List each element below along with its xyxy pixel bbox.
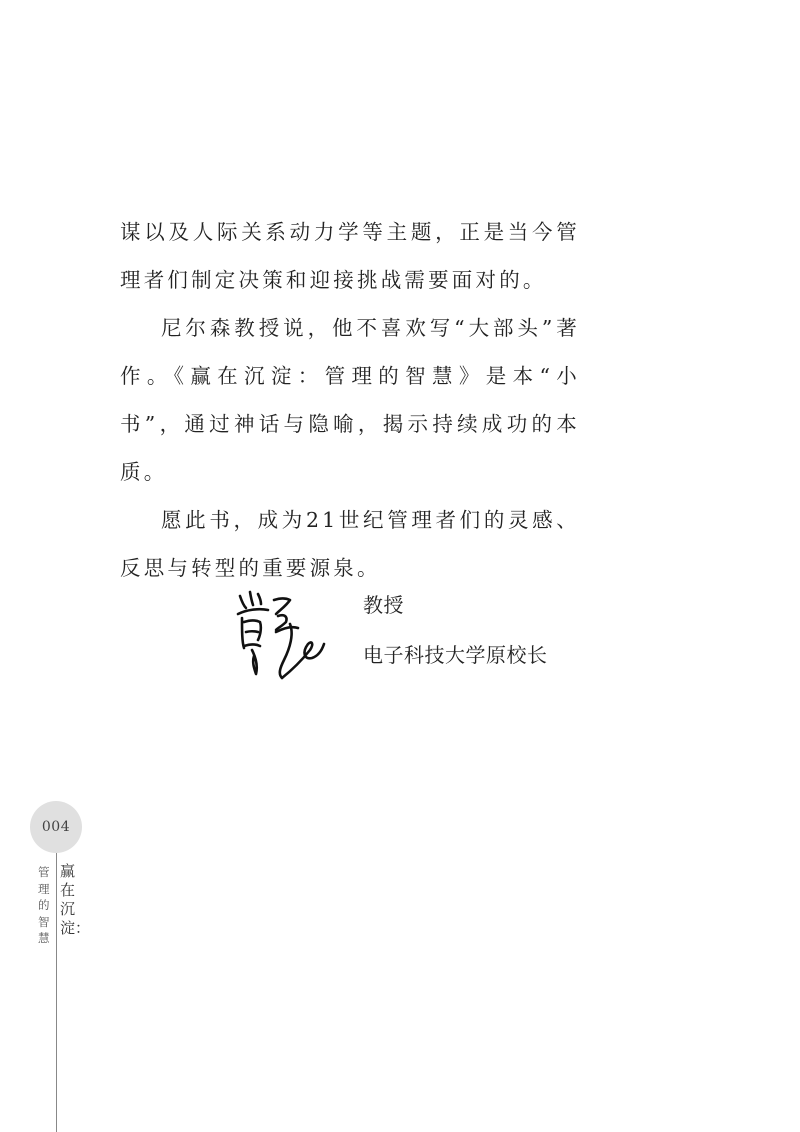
signer-affiliation: 电子科技大学原校长: [363, 643, 548, 667]
page-number: 004: [30, 801, 82, 853]
book-title-main: 赢在沉淀：: [60, 862, 91, 937]
body-text: [120, 208, 580, 592]
book-title-sub: 管理的智慧: [38, 865, 50, 945]
handwritten-signature: [232, 588, 332, 683]
footer-divider: [56, 853, 57, 1132]
signature-info: [363, 590, 548, 670]
paragraph-continued: 谋以及人际关系动力学等主题，正是当今管理者们制定决策和迎接挑战需要面对的。: [120, 220, 580, 292]
paragraph: 愿此书，成为21世纪管理者们的灵感、反思与转型的重要源泉。: [120, 508, 580, 580]
paragraph: 尼尔森教授说，他不喜欢写“大部头”著作。《赢在沉淀：管理的智慧》是本“小书”，通过神话与隐喻，揭示持续成功的本质。: [120, 316, 580, 484]
signer-title: 教授: [363, 593, 404, 617]
